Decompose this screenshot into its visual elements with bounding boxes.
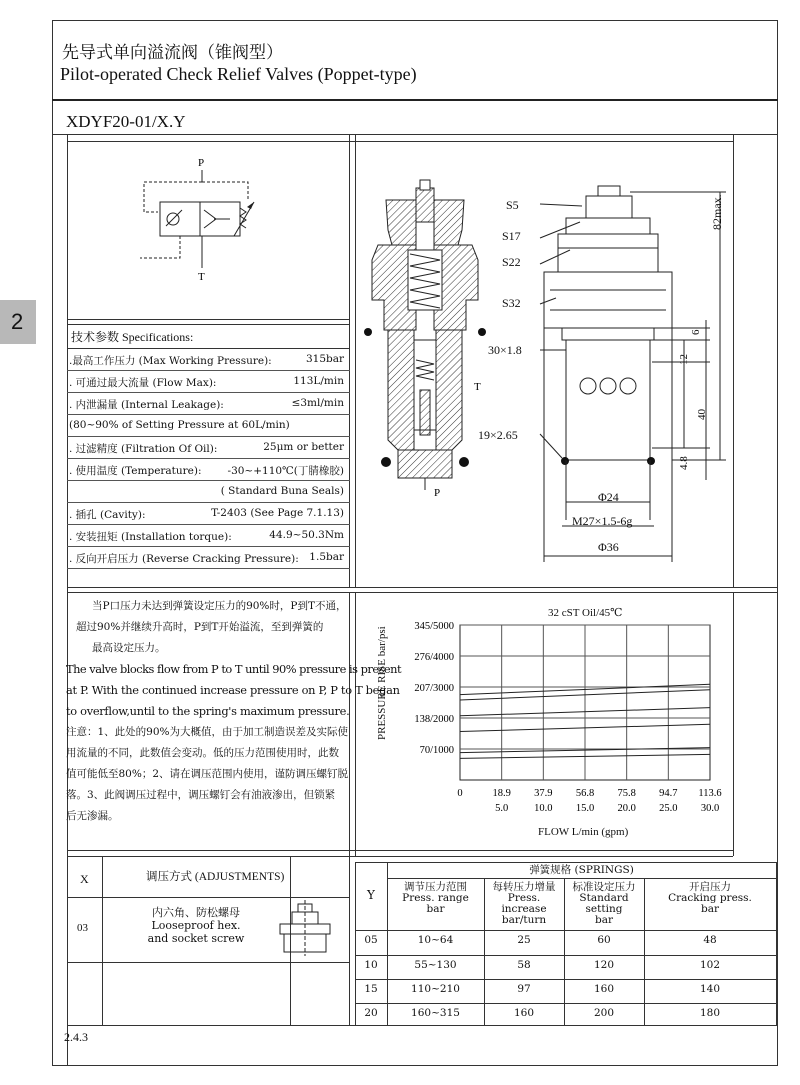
spring-value: 48 bbox=[703, 934, 717, 946]
dim-thread: M27×1.5-6g bbox=[572, 514, 633, 528]
springs-header-line: bar/turn bbox=[501, 914, 547, 926]
springs-header-line: 开启压力 bbox=[689, 881, 731, 893]
dim-82max: 82max. bbox=[710, 194, 724, 230]
title-english: Pilot-operated Check Relief Valves (Poppet-type) bbox=[60, 64, 417, 84]
dim-phi36: Φ36 bbox=[598, 540, 619, 554]
svg-text:T: T bbox=[198, 271, 205, 283]
chart-x-tick-gpm: 25.0 bbox=[659, 803, 678, 814]
springs-header-line: Press. increase bbox=[501, 892, 547, 915]
springs-header-line: Press. range bbox=[402, 892, 469, 904]
spring-value: 160~315 bbox=[411, 1007, 460, 1019]
chart-x-tick-gpm: 20.0 bbox=[617, 803, 636, 814]
adjust-title: 调压方式 (ADJUSTMENTS) bbox=[146, 871, 285, 883]
label-s17: S17 bbox=[502, 229, 521, 243]
spring-value: 160 bbox=[593, 983, 615, 995]
spring-code: 05 bbox=[364, 934, 378, 946]
label-s22: S22 bbox=[502, 255, 521, 269]
springs-header-line: 每转压力增量 bbox=[492, 881, 556, 893]
chart-x-tick: 0 bbox=[457, 788, 463, 799]
springs-header-line: bar bbox=[426, 903, 445, 915]
spring-code: 20 bbox=[364, 1007, 378, 1019]
chart-x-tick-gpm: 30.0 bbox=[700, 803, 720, 814]
chart-x-tick: 113.6 bbox=[698, 788, 722, 799]
spec-value: T-2403 (See Page 7.1.13) bbox=[211, 507, 344, 519]
svg-text:T: T bbox=[474, 381, 481, 393]
dim-6: 6 bbox=[690, 329, 702, 335]
desc-note-line-4: 落。3、此阀调压过程中，调压螺钉会有油液渗出，但锁紧 bbox=[66, 789, 336, 801]
spring-value: 120 bbox=[593, 959, 615, 971]
spring-value: 97 bbox=[517, 983, 531, 995]
specifications-table bbox=[67, 312, 350, 587]
springs-col-header bbox=[484, 882, 564, 926]
spec-label: . 插孔 (Cavity): bbox=[69, 509, 146, 521]
chart-y-tick: 70/1000 bbox=[419, 745, 454, 756]
chart-x-label: FLOW L/min (gpm) bbox=[538, 826, 629, 838]
desc-note-line-2: 用流量的不同，此数值会变动。低的压力范围使用时，此数 bbox=[66, 747, 339, 759]
desc-note-line-5: 后无渗漏。 bbox=[66, 810, 119, 822]
chart-x-tick-gpm: 15.0 bbox=[575, 803, 595, 814]
dim-4-8: 4.8 bbox=[678, 456, 690, 470]
chart-y-tick: 276/4000 bbox=[414, 652, 454, 663]
pressure-rise-chart bbox=[400, 615, 730, 825]
svg-text:P: P bbox=[434, 487, 441, 499]
adjust-x-header: X bbox=[80, 872, 89, 886]
dim-40: 40 bbox=[696, 409, 708, 420]
springs-header-line: bar bbox=[700, 903, 719, 915]
desc-note-line-3: 值可能低至80%；2、请在调压范围内使用，谨防调压螺钉脱 bbox=[66, 768, 349, 780]
spring-value: 180 bbox=[699, 1007, 721, 1019]
spec-label: . 可通过最大流量 (Flow Max): bbox=[69, 377, 217, 389]
spec-row bbox=[67, 393, 350, 415]
chart-title: 32 cST Oil/45℃ bbox=[548, 607, 623, 619]
page-number: 2.4.3 bbox=[64, 1030, 88, 1044]
spec-row bbox=[67, 481, 350, 503]
adjust-desc-en-2: and socket screw bbox=[147, 932, 245, 945]
spring-value: 58 bbox=[517, 959, 531, 971]
chart-x-tick: 94.7 bbox=[659, 788, 678, 799]
spec-row bbox=[67, 437, 350, 459]
spec-label: . 反向开启压力 (Reverse Cracking Pressure): bbox=[69, 553, 299, 565]
adjust-desc-en-1: Looseproof hex. bbox=[151, 919, 241, 932]
model-code: XDYF20-01/X.Y bbox=[66, 112, 186, 131]
springs-col-header bbox=[564, 882, 644, 926]
spring-value: 200 bbox=[593, 1007, 615, 1019]
spring-value: 110~210 bbox=[411, 983, 460, 995]
spec-label: (80~90% of Setting Pressure at 60L/min) bbox=[69, 419, 290, 431]
svg-text:P: P bbox=[198, 157, 205, 169]
desc-en-line-3: to overflow,until to the spring's maximum pressure. bbox=[66, 704, 350, 718]
spec-row bbox=[67, 459, 350, 481]
spec-row bbox=[67, 547, 350, 569]
chart-x-tick-gpm: 5.0 bbox=[495, 803, 509, 814]
adjust-desc-cn: 内六角、防松螺母 bbox=[152, 906, 240, 919]
dim-12: 12 bbox=[678, 354, 690, 365]
specs-heading: 技术参数 Specifications: bbox=[71, 330, 194, 344]
chart-x-tick: 75.8 bbox=[617, 788, 636, 799]
label-oring-19: 19×2.65 bbox=[478, 428, 518, 442]
adjust-code: 03 bbox=[77, 922, 88, 934]
section-tab: 2 bbox=[0, 300, 36, 344]
springs-header-line: Cracking press. bbox=[668, 892, 752, 904]
spring-value: 10~64 bbox=[417, 934, 454, 946]
spring-value: 55~130 bbox=[414, 959, 457, 971]
spec-row bbox=[67, 415, 350, 437]
springs-y-header: Y bbox=[367, 888, 375, 902]
spec-row bbox=[67, 503, 350, 525]
spec-value: ( Standard Buna Seals) bbox=[220, 485, 344, 497]
desc-cn-line-2: 超过90%并继续升高时，P到T开始溢流，至到弹簧的 bbox=[76, 621, 324, 633]
spec-value: 315bar bbox=[305, 353, 344, 365]
chart-y-label: PRESSURE RISE bar/psi bbox=[376, 626, 388, 740]
chart-y-tick: 345/5000 bbox=[414, 621, 454, 632]
chart-x-tick: 56.8 bbox=[575, 788, 595, 799]
desc-en-line-2: at P. With the continued increase pressure on P, P to T began bbox=[66, 683, 400, 697]
label-s5: S5 bbox=[506, 198, 519, 212]
spec-row bbox=[67, 349, 350, 371]
spring-value: 140 bbox=[699, 983, 721, 995]
springs-header-line: bar bbox=[594, 914, 613, 926]
spring-value: 60 bbox=[597, 934, 611, 946]
spec-label: . 内泄漏量 (Internal Leakage): bbox=[69, 399, 224, 411]
spec-label: . 使用温度 (Temperature): bbox=[69, 465, 202, 477]
spring-value: 25 bbox=[517, 934, 531, 946]
springs-header-line: 标准设定压力 bbox=[572, 881, 636, 893]
spring-code: 15 bbox=[364, 983, 378, 995]
spec-value: 113L/min bbox=[293, 375, 344, 387]
desc-note-line-1: 注意：1、此处的90%为大概值，由于加工制造误差及实际使 bbox=[66, 726, 349, 738]
spec-value: ≤3ml/min bbox=[291, 397, 344, 409]
title-chinese: 先导式单向溢流阀（锥阀型） bbox=[62, 43, 283, 62]
chart-x-tick: 37.9 bbox=[534, 788, 553, 799]
chart-y-tick: 138/2000 bbox=[414, 714, 454, 725]
desc-en-line-1: The valve blocks flow from P to T until 90% pressure is present bbox=[66, 662, 402, 676]
label-s32: S32 bbox=[502, 296, 521, 310]
spring-value: 102 bbox=[699, 959, 721, 971]
chart-x-tick: 18.9 bbox=[492, 788, 511, 799]
chart-y-tick: 207/3000 bbox=[414, 683, 454, 694]
adjust-description bbox=[106, 906, 286, 945]
springs-header-line: Standard setting bbox=[579, 892, 629, 915]
spec-value: 25μm or better bbox=[263, 441, 344, 453]
spec-value: 1.5bar bbox=[309, 551, 344, 563]
spec-row bbox=[67, 371, 350, 393]
spring-code: 10 bbox=[364, 959, 378, 971]
spec-value: 44.9~50.3Nm bbox=[269, 529, 344, 541]
springs-title: 弹簧规格 (SPRINGS) bbox=[529, 864, 634, 876]
label-oring-30: 30×1.8 bbox=[488, 343, 522, 357]
springs-header-line: 调节压力范围 bbox=[404, 881, 467, 893]
spec-label: . 安装扭矩 (Installation torque): bbox=[69, 531, 232, 543]
adjust-screw-drawing bbox=[272, 900, 342, 958]
springs-col-header bbox=[644, 882, 776, 915]
desc-cn-line-1: 当P口压力未达到弹簧设定压力的90%时，P到T不通， bbox=[92, 600, 347, 612]
spec-label: .最高工作压力 (Max Working Pressure): bbox=[69, 355, 272, 367]
spec-label: . 过滤精度 (Filtration Of Oil): bbox=[69, 443, 218, 455]
spec-row bbox=[67, 525, 350, 547]
springs-col-header bbox=[387, 882, 484, 915]
spring-value: 160 bbox=[513, 1007, 535, 1019]
chart-x-tick-gpm: 10.0 bbox=[534, 803, 553, 814]
dim-phi24: Φ24 bbox=[598, 490, 619, 504]
spec-value: -30~+110℃(丁腈橡胶) bbox=[227, 465, 344, 477]
hydraulic-symbol bbox=[130, 150, 290, 290]
desc-cn-line-3: 最高设定压力。 bbox=[92, 642, 166, 654]
